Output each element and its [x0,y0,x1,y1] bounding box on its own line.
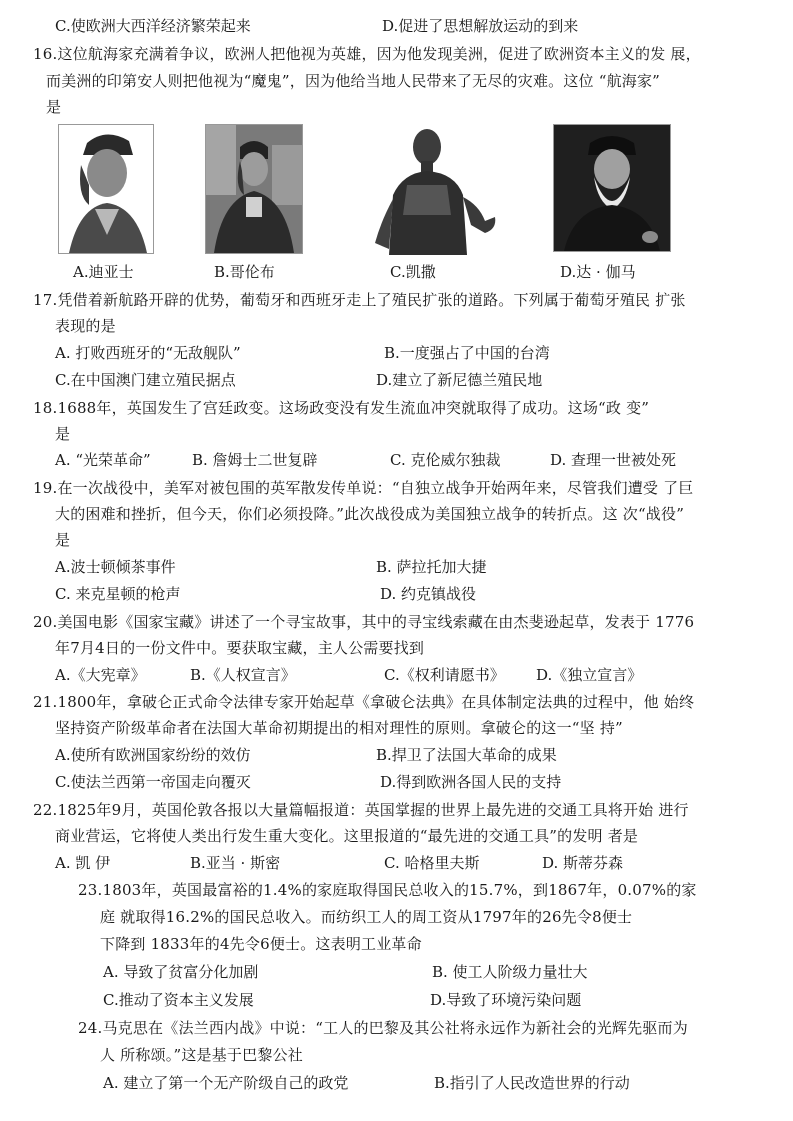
q18-option-c: C. 克伦威尔独裁 [390,451,501,469]
q21-stem-line1: 21.1800年，拿破仑正式命令法律专家开始起草《拿破仑法典》在具体制定法典的过程中，他 始终 [33,693,695,711]
q24-stem-line2: 人 所称颂。”这是基于巴黎公社 [100,1046,303,1064]
q16-stem-line3: 是 [46,98,62,116]
q19-option-a: A.波士顿倾茶事件 [55,558,176,576]
q17-stem-line1: 17.凭借着新航路开辟的优势，葡萄牙和西班牙走上了殖民扩张的道路。下列属于葡萄牙殖民 扩张 [33,291,686,309]
q17-stem-line2: 表现的是 [55,317,116,335]
q20-option-c: C.《权利请愿书》 [384,666,505,684]
q23-option-b: B. 使工人阶级力量壮大 [432,963,588,981]
q23-option-c: C.推动了资本主义发展 [103,991,254,1009]
q24-stem-line1: 24.马克思在《法兰西内战》中说：“工人的巴黎及其公社将永远作为新社会的光辉先驱而为 [78,1019,688,1037]
q16-stem-line1: 16.这位航海家充满着争议，欧洲人把他视为英雄，因为他发现美洲，促进了欧洲资本主义的发 展， [33,45,701,63]
q22-stem-line2: 商业营运，它将使人类出行发生重大变化。这里报道的“最先进的交通工具”的发明 者是 [55,827,639,845]
q22-option-c: C. 哈格里夫斯 [384,854,480,872]
q22-option-b: B.亚当 · 斯密 [190,854,281,872]
q19-stem-line2: 大的困难和挫折，但今天，你们必须投降。”此次战役成为美国独立战争的转折点。这 次“战役” [55,505,685,523]
q23-stem-line1: 23.1803年，英国最富裕的1.4%的家庭取得国民总收入的15.7%，到1867年，0.07%的家 [78,881,697,899]
q16-caption-c: C.凯撒 [390,263,436,281]
q23-stem-line3: 下降到 1833年的4先令6便士。这表明工业革命 [100,935,422,953]
q17-option-c: C.在中国澳门建立殖民据点 [55,371,236,389]
q22-stem-line1: 22.1825年9月，英国伦敦各报以大量篇幅报道：英国掌握的世界上最先进的交通工具将开始 进行 [33,801,689,819]
q19-stem-line1: 19.在一次战役中，美军对被包围的英军散发传单说：“自独立战争开始两年来，尽管我们遭受 了巨 [33,479,694,497]
q20-option-a: A.《大宪章》 [55,666,146,684]
q17-option-a: A. 打败西班牙的“无敌舰队” [55,344,241,362]
q20-option-d: D.《独立宣言》 [536,666,643,684]
statue-c-image [366,124,502,256]
q16-caption-b: B.哥伦布 [214,263,275,281]
q19-option-c: C. 来克星顿的枪声 [55,585,181,603]
q22-option-d: D. 斯蒂芬森 [542,854,624,872]
q19-stem-line3: 是 [55,531,71,549]
q22-option-a: A. 凯 伊 [55,854,111,872]
q18-option-d: D. 查理一世被处死 [550,451,677,469]
q19-option-d: D. 约克镇战役 [380,585,477,603]
q16-caption-a: A.迪亚士 [73,263,134,281]
q24-option-b: B.指引了人民改造世界的行动 [434,1074,630,1092]
q23-option-d: D.导致了环境污染问题 [430,991,582,1009]
q20-stem-line1: 20.美国电影《国家宝藏》讲述了一个寻宝故事，其中的寻宝线索藏在由杰斐逊起草，发表于 1776 [33,613,695,631]
q19-option-b: B. 萨拉托加大捷 [376,558,487,576]
q20-option-b: B.《人权宣言》 [190,666,296,684]
portrait-b-image [205,124,303,254]
q21-option-a: A.使所有欧洲国家纷纷的效仿 [55,746,251,764]
q15-option-c: C.使欧洲大西洋经济繁荣起来 [55,17,251,35]
q18-option-a: A. “光荣革命” [55,451,151,469]
q16-caption-d: D.达 · 伽马 [560,263,636,281]
q21-stem-line2: 坚持资产阶级革命者在法国大革命初期提出的相对理性的原则。拿破仑的这一“坚 持” [55,719,623,737]
q15-option-d: D.促进了思想解放运动的到来 [382,17,579,35]
q17-option-b: B.一度强占了中国的台湾 [384,344,550,362]
portrait-a-image [58,124,154,254]
q21-option-b: B.捍卫了法国大革命的成果 [376,746,557,764]
q23-stem-line2: 庭 就取得16.2%的国民总收入。而纺织工人的周工资从1797年的26先令8便士 [100,908,633,926]
q16-stem-line2: 而美洲的印第安人则把他视为“魔鬼”，因为他给当地人民带来了无尽的灾难。这位 “航海家” [46,72,661,90]
portrait-d-image [553,124,671,252]
q17-option-d: D.建立了新尼德兰殖民地 [376,371,543,389]
q18-stem-line1: 18.1688年，英国发生了宫廷政变。这场政变没有发生流血冲突就取得了成功。这场“政 变” [33,399,650,417]
q20-stem-line2: 年7月4日的一份文件中。要获取宝藏，主人公需要找到 [55,639,425,657]
q18-stem-line2: 是 [55,425,71,443]
q23-option-a: A. 导致了贫富分化加剧 [103,963,259,981]
q21-option-c: C.使法兰西第一帝国走向覆灭 [55,773,251,791]
q21-option-d: D.得到欧洲各国人民的支持 [380,773,562,791]
q24-option-a: A. 建立了第一个无产阶级自己的政党 [103,1074,349,1092]
q18-option-b: B. 詹姆士二世复辟 [192,451,318,469]
